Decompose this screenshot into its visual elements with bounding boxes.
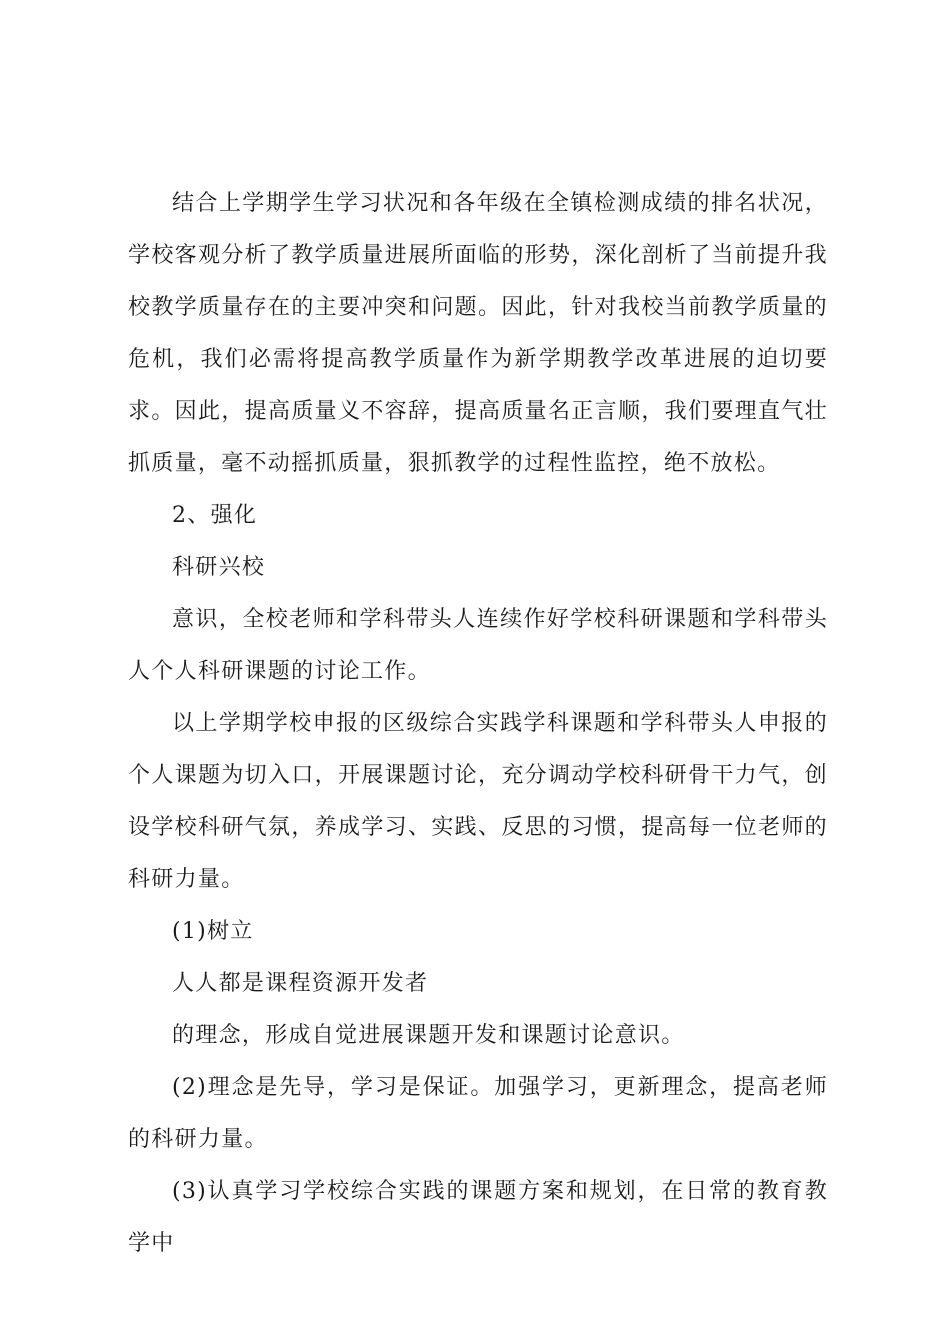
document-body: [128, 178, 828, 1270]
paragraph-item-3: (3)认真学习学校综合实践的课题方案和规划，在日常的教育教学中: [128, 1179, 828, 1256]
paragraph-item-1: (1)树立: [172, 919, 254, 944]
paragraph-topic-research: 以上学期学校申报的区级综合实践学科课题和学科带头人申报的个人课题为切入口，开展课题讨论，充分调动学校科研骨干力气，创设学校科研气氛，养成学习、实践、反思的习惯，提高每一位老师的科研力量。: [128, 711, 828, 892]
paragraph-heading-2: 2、强化: [172, 503, 258, 528]
paragraph-quality-analysis: 结合上学期学生学习状况和各年级在全镇检测成绩的排名状况，学校客观分析了教学质量进展所面临的形势，深化剖析了当前提升我校教学质量存在的主要冲突和问题。因此，针对我校当前教学质量的危机，我们必需将提高教学质量作为新学期教学改革进展的迫切要求。因此，提高质量义不容辞，提高质量名正言顺，我们要理直气壮抓质量，毫不动摇抓质量，狠抓教学的过程性监控，绝不放松。: [128, 191, 828, 476]
paragraph-awareness: 意识，全校老师和学科带头人连续作好学校科研课题和学科带头人个人科研课题的讨论工作。: [128, 607, 828, 684]
paragraph-concept: 的理念，形成自觉进展课题开发和课题讨论意识。: [172, 1023, 685, 1048]
paragraph-research-school: 科研兴校: [172, 555, 266, 580]
paragraph-developers: 人人都是课程资源开发者: [172, 971, 429, 996]
paragraph-item-2: (2)理念是先导，学习是保证。加强学习，更新理念，提高老师的科研力量。: [128, 1075, 828, 1152]
